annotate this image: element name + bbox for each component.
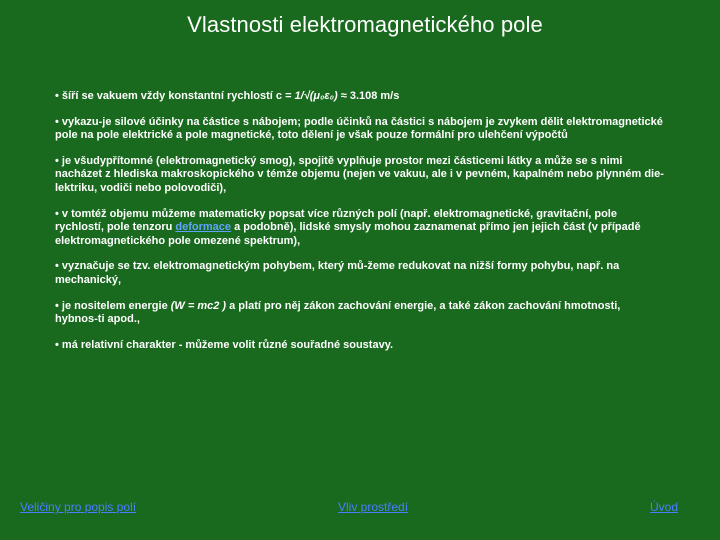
- bullet-text: ≈ 3.108 m/s: [337, 90, 400, 102]
- bullet-text: je nositelem energie: [61, 299, 171, 312]
- bullet-marker: •: [55, 260, 59, 273]
- bullet-marker: •: [55, 338, 59, 351]
- bullet-marker: •: [55, 154, 59, 167]
- nav-link-intro[interactable]: Úvod: [650, 500, 679, 514]
- nav-link-medium-influence[interactable]: Vliv prostředí: [338, 500, 409, 514]
- bullet-text: vykazu-je silové účinky na částice s nábojem; podle účinků na částici s nábojem je zvykem dělit elektromagnetické pole na pole elektrické a pole magnetické, toto dělení je však pouze formální pro ulehčení výpočtů: [55, 115, 663, 142]
- bullet-text: je všudypřítomné (elektromagnetický smog), spojitě vyplňuje prostor mezi částicemi látky a může se s nimi nacházet z hlediska makroskopického v témže objemu (nejen ve vakuu, ale i v pevném, kapalném nebo plynném die-lektriku, vodiči nebo polovodiči),: [55, 154, 664, 194]
- energy-formula: (W = mc2 ): [170, 299, 227, 312]
- bullet-item-motion: [55, 260, 665, 287]
- bullet-text: vyznačuje se tzv. elektromagnetickým pohybem, který mů-žeme redukovat na nižší formy pohybu, např. na mechanický,: [55, 260, 620, 286]
- bullet-list: [55, 90, 665, 364]
- bullet-marker: •: [55, 299, 59, 312]
- bullet-marker: •: [55, 90, 59, 102]
- nav-link-field-quantities[interactable]: Veličiny pro popis polí: [20, 500, 137, 514]
- bullet-text: v tomtéž objemu můžeme matematicky popsat více různých polí (např. elektromagnetické, gravitační, pole rychlostí, pole tenzoru: [55, 207, 617, 234]
- bullet-text: má relativní charakter - můžeme volit různé souřadné soustavy.: [61, 338, 394, 351]
- bullet-item-forces: [55, 116, 665, 143]
- bullet-item-omnipresent: [55, 155, 665, 196]
- bullet-item-energy: [55, 300, 665, 327]
- bullet-marker: •: [55, 207, 59, 220]
- bullet-marker: •: [55, 115, 59, 128]
- slide-title: Vlastnosti elektromagnetického pole: [187, 12, 543, 37]
- bullet-text: a podobně), lidské smysly mohou zaznamenat přímo jen jejich část (v případě elektromagnetického pole omezené spektrum),: [55, 221, 641, 247]
- speed-formula: 1/√(μ₀ε₀): [294, 90, 338, 102]
- deformation-link[interactable]: deformace: [175, 221, 232, 234]
- bullet-item-multiple-fields: [55, 208, 665, 249]
- bullet-item-speed: [55, 90, 665, 104]
- bullet-item-relative: [55, 339, 665, 353]
- bullet-text: šíří se vakuem vždy konstantní rychlostí c =: [61, 90, 295, 102]
- bullet-text: a platí pro něj zákon zachování energie, a také zákon zachování hmotnosti, hybnos-ti apod.,: [55, 299, 621, 326]
